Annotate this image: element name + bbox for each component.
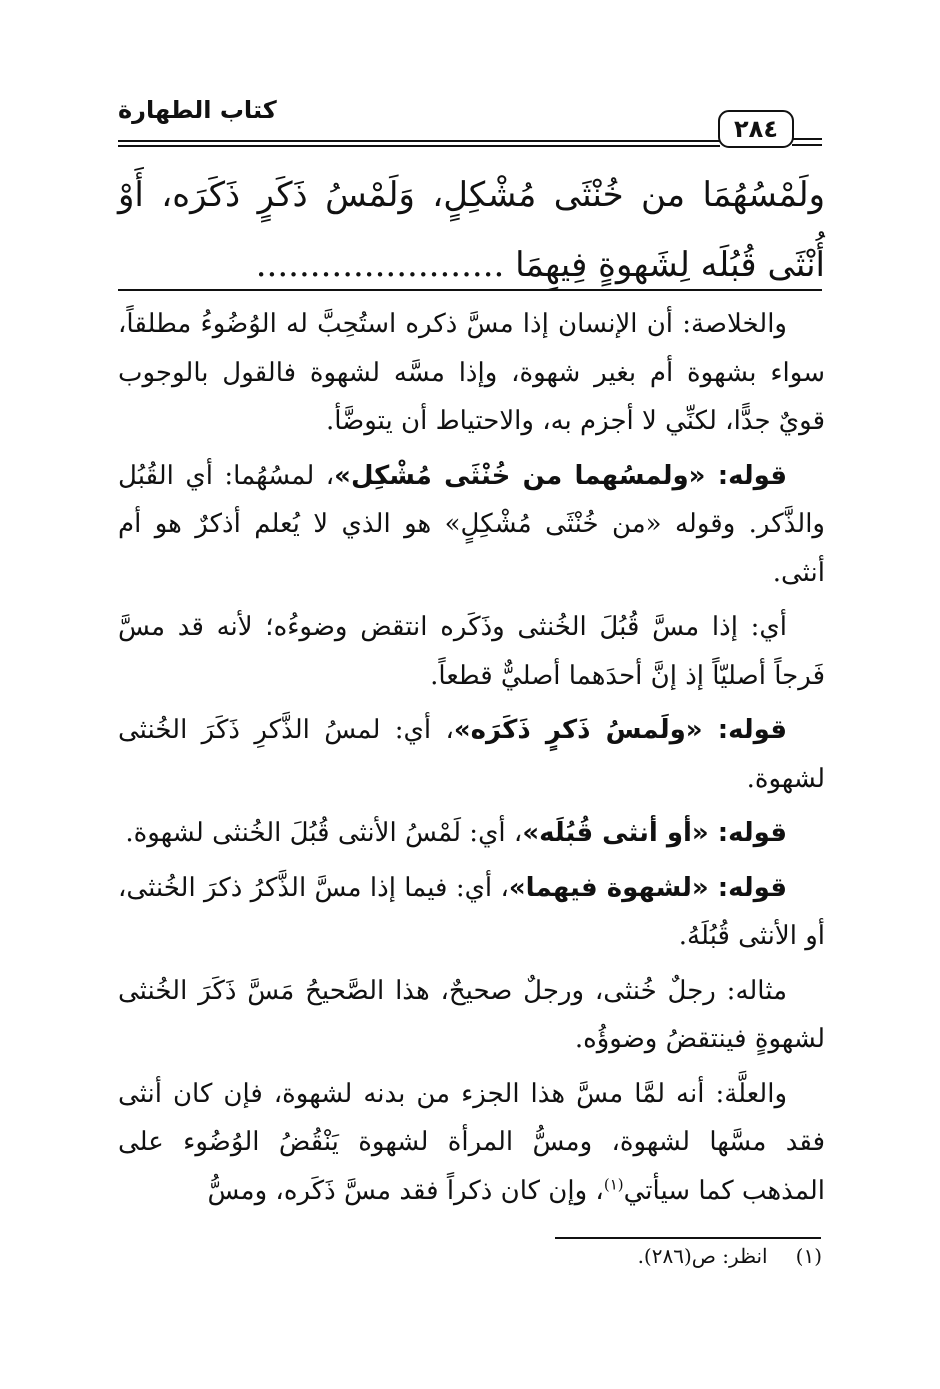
commentary-body	[118, 300, 825, 1221]
header-rule-right-top	[792, 138, 822, 140]
paragraph-reason	[118, 1070, 825, 1216]
paragraph-quote-1	[118, 452, 825, 598]
footnote-number: (١)	[795, 1244, 822, 1268]
paragraph-text: ، أي: فيما إذا مسَّ الذَّكرُ ذكرَ الخُنثى، أو الأنثى قُبُلَهُ.	[118, 872, 825, 951]
matn-text: ولَمْسُهُمَا من خُنْثَى مُشْكِلٍ، وَلَمْسُ ذَكَرٍ ذَكَرَه، أَوْ أُنْثَى قُبُلَه لِشَهوةٍ فِيهِمَا .......................	[118, 175, 825, 285]
paragraph-text: مثاله: رجلٌ خُنثى، ورجلٌ صحيحٌ، هذا الصَّحيحُ مَسَّ ذَكَرَ الخُنثى لشهوةٍ فينتقضُ وضوؤُه.	[118, 975, 825, 1054]
paragraph-text: أي: إذا مسَّ قُبُلَ الخُنثى وذَكَره انتقض وضوءُه؛ لأنه قد مسَّ فَرجاً أصليّاً إذ إنَّ أحدَهما أصليٌّ قطعاً.	[118, 612, 825, 691]
paragraph-explanation	[118, 603, 825, 700]
header-rule-bottom	[118, 145, 720, 147]
paragraph-quote-2	[118, 706, 825, 803]
paragraph-text: ، أي: لَمْسُ الأنثى قُبُلَ الخُنثى لشهوة.	[125, 818, 523, 848]
footnote-reference[interactable]: (١)	[603, 1174, 624, 1193]
quote-label: قوله: «أو أنثى قُبُلَه»	[522, 818, 787, 848]
footnote-text: انظر: ص(٢٨٦).	[637, 1244, 768, 1268]
footnote	[638, 1244, 822, 1268]
header-rule-top	[118, 140, 720, 142]
paragraph-quote-3	[118, 809, 825, 858]
paragraph-quote-4	[118, 864, 825, 961]
quote-label: قوله: «ولمسُهما من خُنْثَى مُشْكِل»	[334, 460, 787, 491]
header-rule-right-bottom	[792, 144, 822, 146]
footnote-separator	[555, 1237, 821, 1239]
paragraph-text: ، لمسُهُما: أي القُبُل والذَّكر. وقوله «من خُنْثَى مُشْكِلٍ» هو الذي لا يُعلم أذكرٌ هو أم أنثى.	[118, 460, 825, 588]
paragraph-text: والخلاصة: أن الإنسان إذا مسَّ ذكره استُحِبَّ له الوُضُوءُ مطلقاً، سواء بشهوة أم بغير شهوة، وإذا مسَّه لشهوة فالقول بالوجوب قويٌ جدًّا، لكنِّي لا أجزم به، والاحتياط أن يتوضَّأ.	[118, 309, 825, 436]
header-title: كتاب الطهارة	[118, 96, 277, 124]
paragraph-summary	[118, 300, 825, 446]
paragraph-text: والعلَّة: أنه لمَّا مسَّ هذا الجزء من بدنه لشهوة، فإن كان أنثى فقد مسَّها لشهوة، ومسُّ المرأة لشهوة يَنْقُضُ الوُضُوء على المذهب كما سيأتي	[118, 1078, 825, 1206]
paragraph-text: ، وإن كان ذكراً فقد مسَّ ذَكَره، ومسُّ	[207, 1175, 604, 1206]
quote-label: قوله: «لشهوة فيهما»	[508, 872, 788, 903]
paragraph-example	[118, 967, 825, 1064]
quote-label: قوله: «ولَمسُ ذَكرٍ ذَكَرَه»	[453, 715, 787, 745]
matn-separator	[118, 289, 822, 291]
page-number: ٢٨٤	[718, 110, 794, 148]
paragraph-text: ، أي: لمسُ الذَّكرِ ذَكَرَ الخُنثى لشهوة.	[118, 715, 825, 794]
